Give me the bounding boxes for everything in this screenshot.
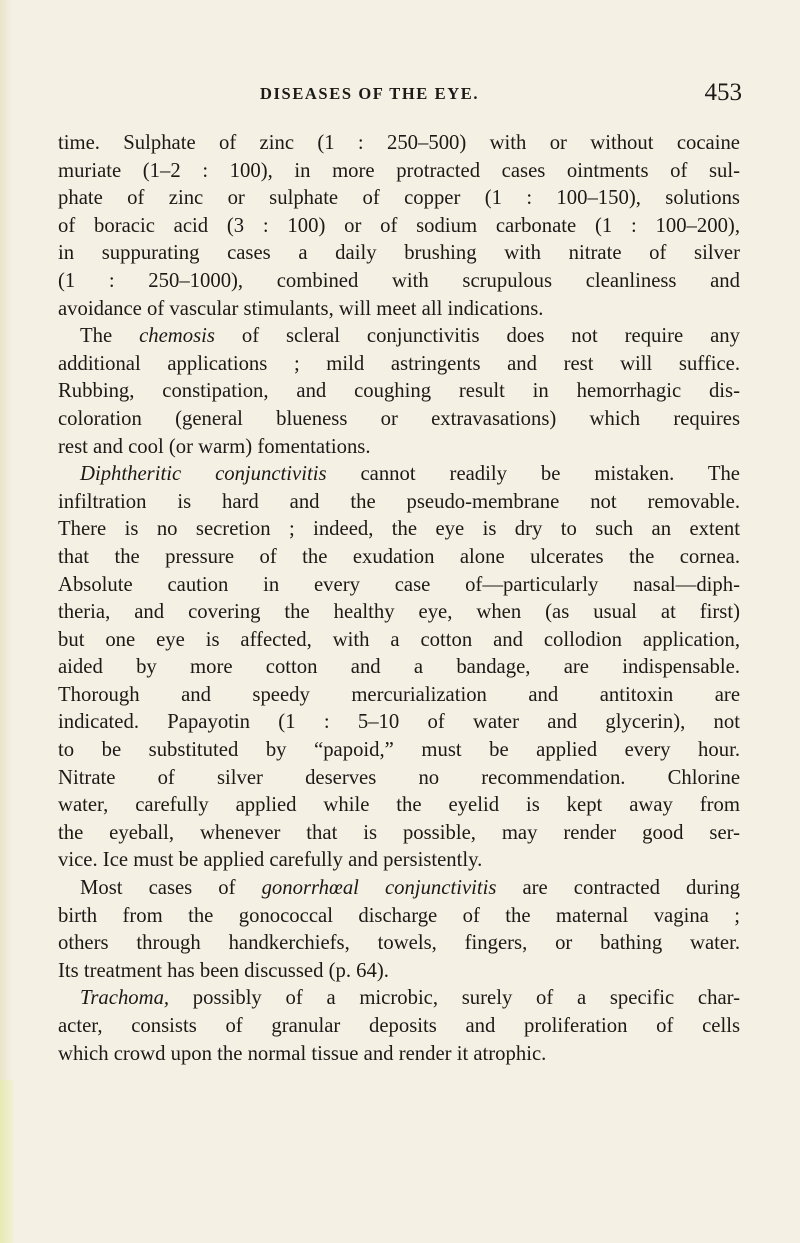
text-line-13 [58, 461, 740, 489]
text-line-33: acter, consists of granular deposits and proliferation of cells [58, 1015, 740, 1037]
text-line-32-post: possibly of a microbic, surely of a specific char- [169, 987, 740, 1010]
text-line-34: which crowd upon the normal tissue and render it atrophic. [58, 1042, 547, 1065]
page-number: 453 [704, 79, 742, 106]
text-line-20: aided by more cotton and a bandage, are indispensable. [58, 656, 740, 679]
text-line-27: vice. Ice must be applied carefully and persistently. [58, 849, 483, 872]
text-line-16: that the pressure of the exudation alone ulcerates the cornea. [58, 545, 740, 568]
text-line-6: (1 : 250–1000), combined with scrupulous cleanliness and [58, 269, 740, 292]
text-line-8-pre: The [80, 325, 140, 348]
text-line-12: rest and cool (or warm) fomentations. [58, 435, 371, 458]
term-chemosis: chemosis [139, 325, 215, 348]
text-line-25: water, carefully applied while the eyelid is kept away from [58, 794, 740, 817]
page-edge-shadow [0, 0, 12, 1243]
text-line-28 [58, 875, 740, 903]
running-title: DISEASES OF THE EYE. [260, 84, 480, 103]
text-line-31: Its treatment has been discussed (p. 64). [58, 959, 389, 982]
term-gonorrhoeal-conjunctivitis: gonorrhœal conjunctivitis [261, 877, 497, 900]
text-line-9: additional applications ; mild astringents and rest will suffice. [58, 352, 740, 375]
text-line-14: infiltration is hard and the pseudo-membrane not removable. [58, 490, 740, 513]
text-line-21: Thorough and speedy mercurialization and antitoxin are [58, 683, 740, 706]
text-line-11: coloration (general blueness or extravasations) which requires [58, 407, 740, 430]
text-line-15: There is no secretion ; indeed, the eye is dry to such an extent [58, 518, 740, 541]
text-line-28-post: are contracted during [496, 877, 740, 900]
text-line-8 [58, 323, 740, 351]
text-line-17: Absolute caution in every case of—particularly nasal—diph- [58, 573, 740, 596]
text-line-3: phate of zinc or sulphate of copper (1 : 100–150), solutions [58, 187, 740, 210]
running-header [222, 79, 742, 108]
text-line-29: birth from the gonococcal discharge of the maternal vagina ; [58, 904, 740, 927]
text-line-32 [58, 985, 740, 1013]
body-text [58, 130, 740, 1068]
text-line-18: theria, and covering the healthy eye, when (as usual at first) [58, 601, 740, 624]
text-line-10: Rubbing, constipation, and coughing result in hemorrhagic dis- [58, 380, 740, 403]
text-line-24: Nitrate of silver deserves no recommendation. Chlorine [58, 766, 740, 789]
text-line-1: time. Sulphate of zinc (1 : 250–500) with or without cocaine [58, 132, 740, 154]
page-edge-tint [0, 1080, 14, 1243]
term-diphtheritic-conjunctivitis: Diphtheritic conjunctivitis [80, 463, 327, 486]
text-line-7: avoidance of vascular stimulants, will meet all indications. [58, 297, 544, 320]
text-line-22: indicated. Papayotin (1 : 5–10 of water and glycerin), not [58, 711, 740, 734]
text-line-2: muriate (1–2 : 100), in more protracted cases ointments of sul- [58, 159, 740, 182]
text-line-26: the eyeball, whenever that is possible, may render good ser- [58, 821, 740, 844]
text-line-4: of boracic acid (3 : 100) or of sodium carbonate (1 : 100–200), [58, 214, 740, 237]
term-trachoma: Trachoma, [80, 987, 170, 1010]
text-line-23: to be substituted by “papoid,” must be applied every hour. [58, 739, 740, 762]
text-line-13-post: cannot readily be mistaken. The [326, 463, 740, 486]
text-line-8-post: of scleral conjunctivitis does not require any [214, 325, 740, 348]
text-line-28-pre: Most cases of [80, 877, 262, 900]
text-line-19: but one eye is affected, with a cotton and collodion application, [58, 628, 740, 651]
text-line-30: others through handkerchiefs, towels, fingers, or bathing water. [58, 932, 740, 955]
text-line-5: in suppurating cases a daily brushing with nitrate of silver [58, 242, 740, 265]
